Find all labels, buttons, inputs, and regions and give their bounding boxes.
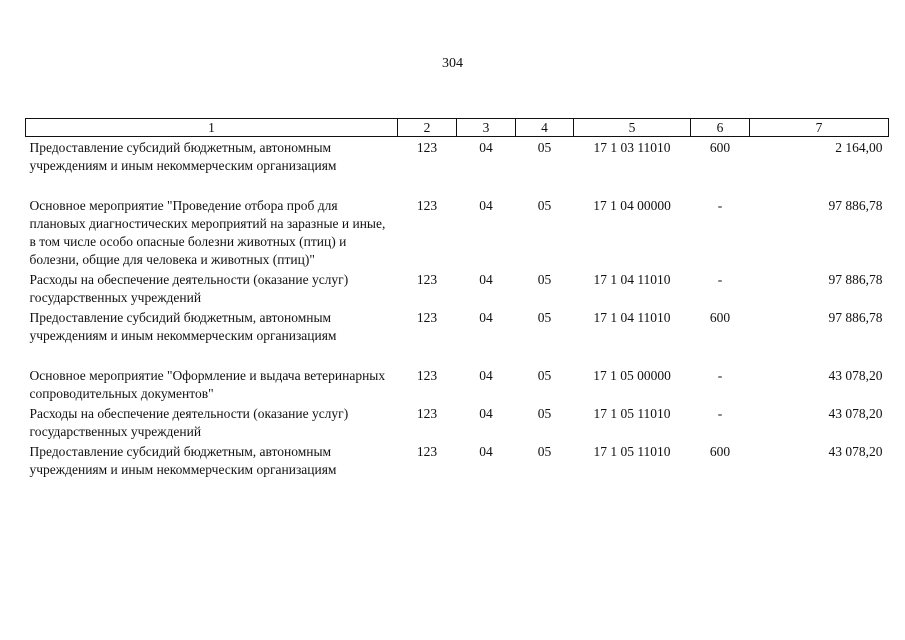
row-subsection-code: 05 xyxy=(537,310,552,325)
row-ministry-code: 123 xyxy=(416,368,438,383)
row-expense-type: - xyxy=(717,272,723,287)
row-ministry-code: 123 xyxy=(416,198,438,213)
budget-table xyxy=(25,118,889,479)
row-section-code: 04 xyxy=(479,140,493,155)
row-ministry-code: 123 xyxy=(416,310,438,325)
row-section-code: 04 xyxy=(479,444,493,459)
column-header-5: 5 xyxy=(574,119,691,137)
column-header-2: 2 xyxy=(398,119,457,137)
row-name: Предоставление субсидий бюджетным, автономным учреждениям и иным некоммерческим организациям xyxy=(29,140,337,173)
row-ministry-code: 123 xyxy=(416,140,438,155)
row-target-article: 17 1 03 11010 xyxy=(593,140,671,155)
column-header-1: 1 xyxy=(26,119,398,137)
row-amount: 2 164,00 xyxy=(835,140,883,155)
row-section-code: 04 xyxy=(479,310,493,325)
row-subsection-code: 05 xyxy=(537,406,552,421)
row-amount: 97 886,78 xyxy=(828,272,883,287)
row-section-code: 04 xyxy=(479,406,493,421)
row-subsection-code: 05 xyxy=(537,444,552,459)
row-expense-type: - xyxy=(717,198,723,213)
row-section-code: 04 xyxy=(479,368,493,383)
column-header-6: 6 xyxy=(691,119,750,137)
row-target-article: 17 1 04 11010 xyxy=(593,310,671,325)
row-name: Расходы на обеспечение деятельности (оказание услуг) государственных учреждений xyxy=(29,272,349,305)
row-target-article: 17 1 05 11010 xyxy=(593,406,671,421)
row-ministry-code: 123 xyxy=(416,444,438,459)
row-section-code: 04 xyxy=(479,272,493,287)
row-name: Основное мероприятие "Оформление и выдача ветеринарных сопроводительных документов" xyxy=(29,368,386,401)
row-amount: 97 886,78 xyxy=(828,310,883,325)
row-subsection-code: 05 xyxy=(537,198,552,213)
row-amount: 43 078,20 xyxy=(828,406,883,421)
row-target-article: 17 1 04 00000 xyxy=(593,198,671,213)
row-subsection-code: 05 xyxy=(537,140,552,155)
row-amount: 97 886,78 xyxy=(828,198,883,213)
row-section-code: 04 xyxy=(479,198,493,213)
page-number: 304 xyxy=(442,56,463,71)
row-name: Основное мероприятие "Проведение отбора проб для плановых диагностических мероприятий на заразные и иные, в том числе особо опасные болезни животных (птиц) и болезни, общие для человека и животных (птиц)" xyxy=(29,198,386,267)
row-amount: 43 078,20 xyxy=(828,368,883,383)
row-expense-type: 600 xyxy=(709,444,731,459)
table-row xyxy=(26,345,889,403)
table-row xyxy=(26,137,889,176)
row-expense-type: 600 xyxy=(709,140,731,155)
column-header-3: 3 xyxy=(457,119,516,137)
column-header-7: 7 xyxy=(750,119,889,137)
row-subsection-code: 05 xyxy=(537,368,552,383)
row-ministry-code: 123 xyxy=(416,272,438,287)
row-name: Предоставление субсидий бюджетным, автономным учреждениям и иным некоммерческим организациям xyxy=(29,444,337,477)
table-row xyxy=(26,307,889,345)
row-target-article: 17 1 05 11010 xyxy=(593,444,671,459)
column-header-4: 4 xyxy=(516,119,574,137)
table-row xyxy=(26,269,889,307)
row-expense-type: 600 xyxy=(709,310,731,325)
table-row xyxy=(26,175,889,269)
row-expense-type: - xyxy=(717,406,723,421)
row-subsection-code: 05 xyxy=(537,272,552,287)
row-target-article: 17 1 05 00000 xyxy=(593,368,671,383)
row-amount: 43 078,20 xyxy=(828,444,883,459)
table-row xyxy=(26,403,889,441)
row-expense-type: - xyxy=(717,368,723,383)
row-name: Предоставление субсидий бюджетным, автономным учреждениям и иным некоммерческим организациям xyxy=(29,310,337,343)
row-name: Расходы на обеспечение деятельности (оказание услуг) государственных учреждений xyxy=(29,406,349,439)
row-target-article: 17 1 04 11010 xyxy=(593,272,671,287)
row-ministry-code: 123 xyxy=(416,406,438,421)
table-row xyxy=(26,441,889,479)
table-header-row xyxy=(26,119,889,137)
